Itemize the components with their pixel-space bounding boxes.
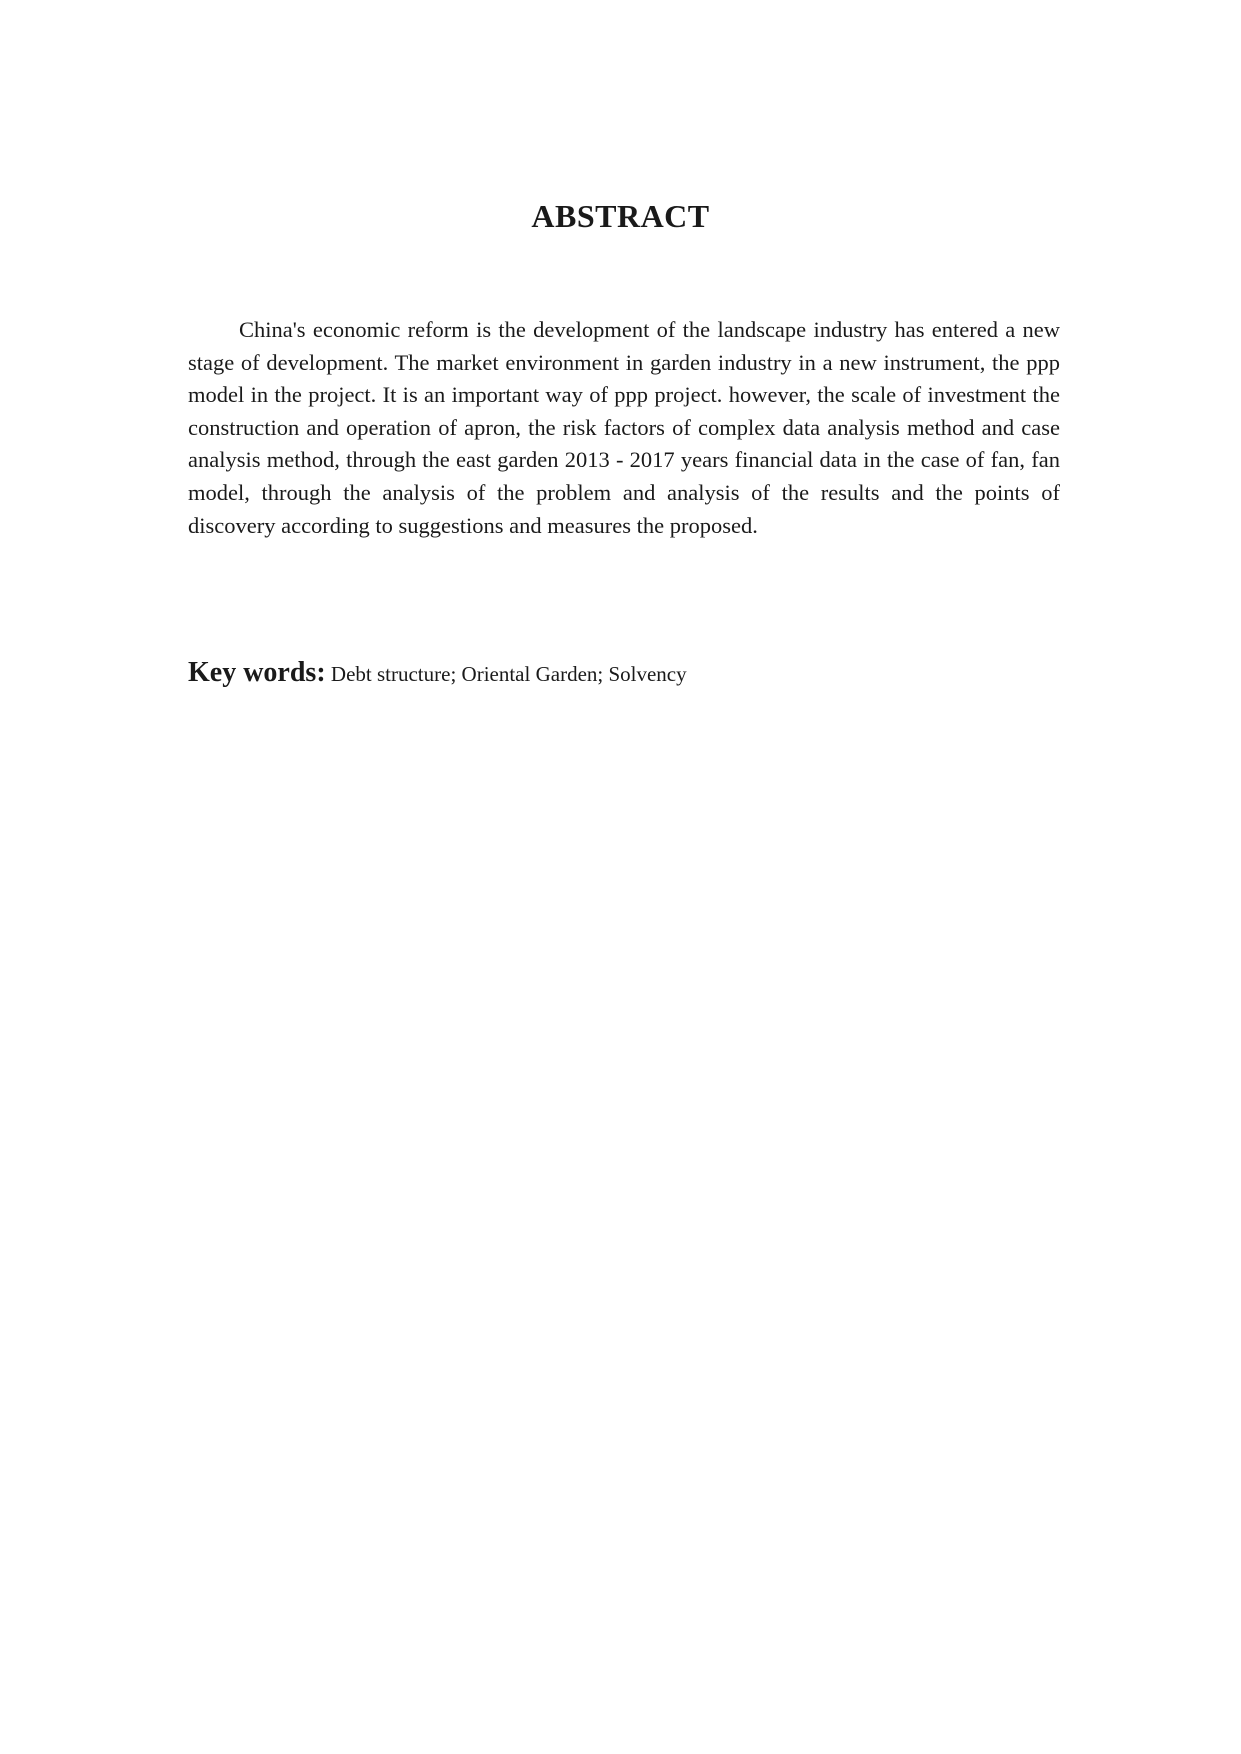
keywords-line — [188, 655, 1060, 692]
abstract-paragraph: China's economic reform is the development of the landscape industry has entered a new stage of development. The market environment in garden industry in a new instrument, the ppp model in the project. It is an important way of ppp project. however, the scale of investment the construction and operation of apron, the risk factors of complex data analysis method and case analysis method, through the east garden 2013 - 2017 years financial data in the case of fan, fan model, through the analysis of the problem and analysis of the results and the points of discovery according to suggestions and measures the proposed. — [188, 317, 1060, 538]
abstract-title: ABSTRACT — [531, 198, 710, 234]
keywords-label: Key words: — [188, 657, 326, 688]
keywords-value: Debt structure; Oriental Garden; Solvency — [325, 662, 687, 686]
